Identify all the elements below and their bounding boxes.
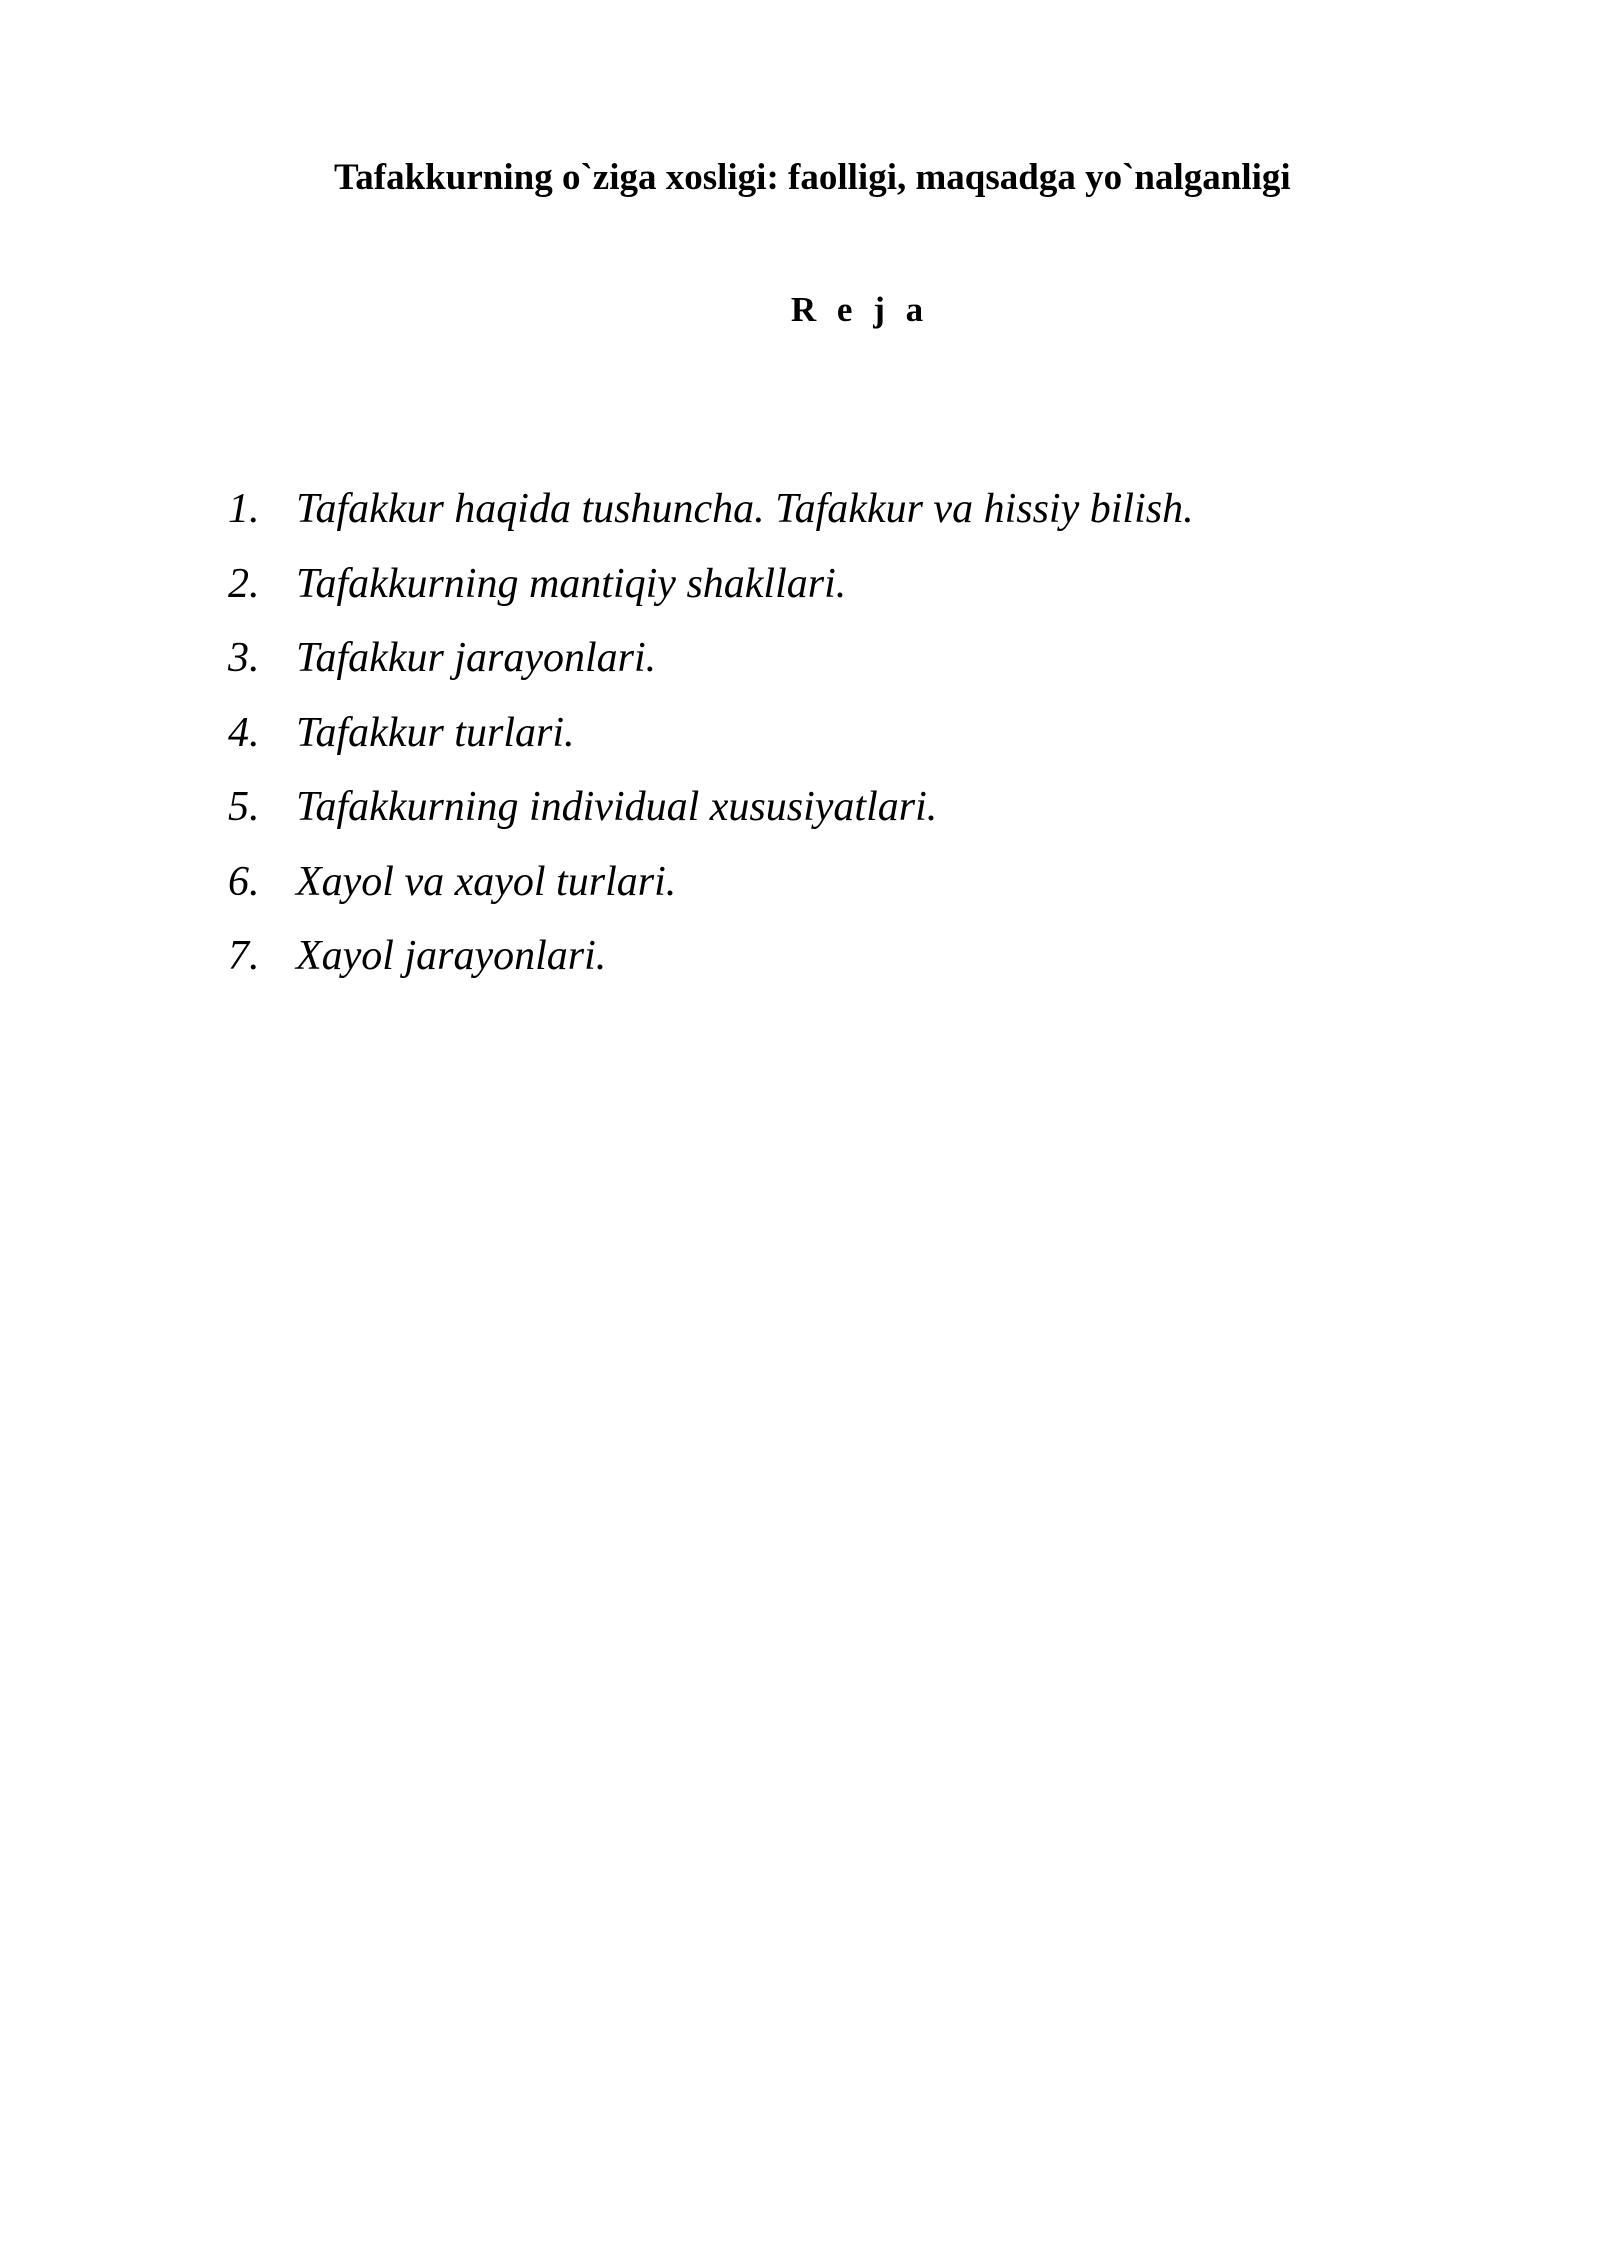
document-title: Tafakkurning o`ziga xosligi: faolligi, maqsadga yo`nalganligi [334,157,1291,198]
plan-list [228,478,1194,1000]
plan-item-7 [228,925,1194,1000]
plan-item-number: 2. [228,560,260,607]
plan-item-text: Xayol jarayonlari. [296,933,607,979]
plan-item-number: 1. [228,486,260,532]
plan-item-2 [228,553,1194,628]
plan-item-number: 3. [228,635,260,681]
plan-item-number: 7. [228,933,260,979]
plan-item-text: Tafakkur haqida tushuncha. Tafakkur va hissiy bilish. [296,486,1194,532]
plan-item-text: Tafakkur turlari. [296,709,575,756]
plan-heading: R e j a [790,290,930,329]
plan-item-4 [228,702,1194,777]
plan-item-6 [228,851,1194,926]
plan-item-3 [228,627,1194,702]
plan-item-1 [228,478,1194,553]
plan-item-text: Tafakkur jarayonlari. [296,635,657,681]
plan-item-text: Xayol va xayol turlari. [296,858,677,905]
plan-item-number: 5. [228,784,260,830]
plan-item-number: 4. [228,709,260,756]
plan-item-5 [228,776,1194,851]
plan-item-text: Tafakkurning individual xususiyatlari. [296,784,938,830]
plan-item-text: Tafakkurning mantiqiy shakllari. [296,560,847,607]
plan-item-number: 6. [228,858,260,905]
